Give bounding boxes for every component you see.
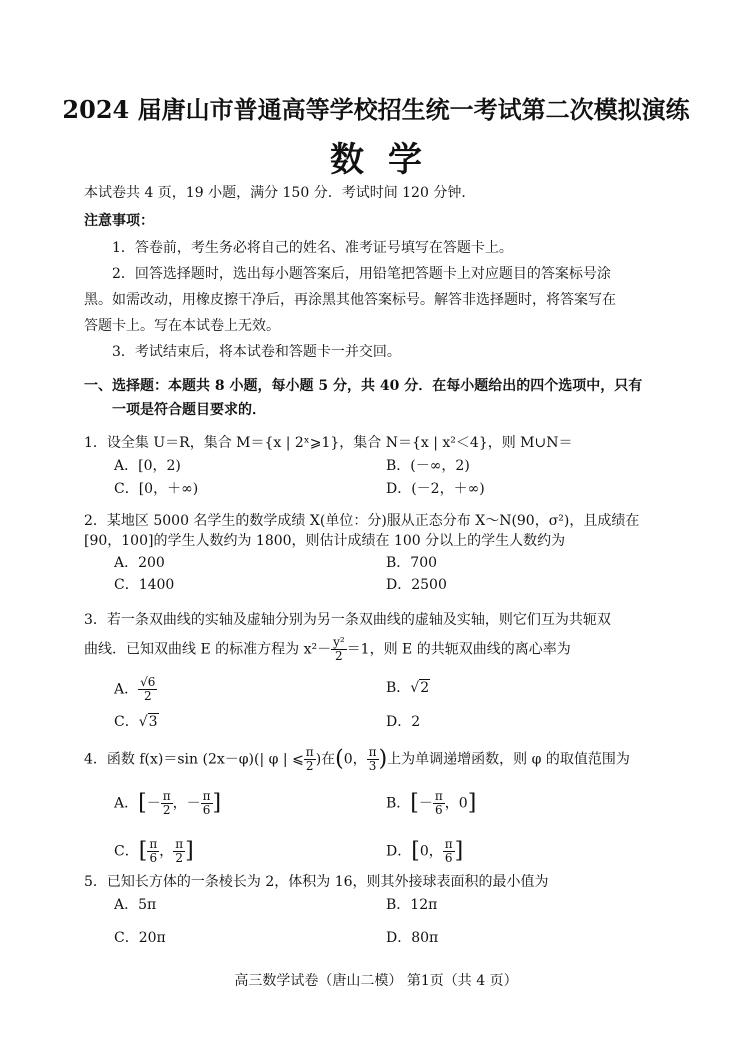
q4-stem-f2-num: π <box>368 745 377 759</box>
subject-title: 数学 <box>330 140 446 180</box>
q4-c-f2-den: 2 <box>175 851 183 865</box>
q4-stem-b: )在 <box>315 751 336 768</box>
q3-option-b-root: √2 <box>410 680 430 696</box>
q4-a-minus-2: － <box>186 795 201 812</box>
q4-b-f-num: π <box>434 789 443 803</box>
q3-option-a-num: √6 <box>140 675 156 689</box>
q4-b-tail: ，0 <box>444 795 468 812</box>
question-2-stem-cont: [90，100]的学生人数约为 1800，则估计成绩在 100 分以上的学生人数约为 <box>84 533 566 549</box>
q3-option-a-radicand: 6 <box>147 675 156 689</box>
q4-a-f2-den: 6 <box>202 803 211 817</box>
question-3-stem-cont <box>84 636 571 663</box>
section-1-heading: 一、选择题：本题共 8 小题，每小题 5 分，共 40 分．在每小题给出的四个选项中，只有 <box>84 378 643 394</box>
q4-stem-left-paren: ( <box>335 746 344 772</box>
q4-b-fraction <box>433 790 445 817</box>
q4-stem-f1-den: 2 <box>305 759 314 773</box>
q3-option-c-label: C． <box>114 714 139 730</box>
q3-option-b-label: B． <box>386 680 411 696</box>
notice-2-cont-1: 黑。如需改动，用橡皮擦干净后，再涂黑其他答案标号。解答非选择题时，将答案写在 <box>84 292 616 308</box>
q4-b-minus: － <box>418 795 433 812</box>
question-5-stem: 5．已知长方体的一条棱长为 2，体积为 16，则其外接球表面积的最小值为 <box>84 874 549 890</box>
q3-option-b <box>386 678 430 698</box>
exam-summary: 本试卷共 4 页，19 小题，满分 150 分．考试时间 120 分钟． <box>84 185 476 201</box>
q3-option-a-label: A． <box>114 681 139 698</box>
q4-a-comma: ， <box>172 795 187 812</box>
q4-stem-d: 上为单调递增函数，则 φ 的取值范围为 <box>387 751 630 768</box>
q4-c-fraction-1 <box>147 838 159 865</box>
q3-option-c-radicand: 3 <box>148 714 158 730</box>
q4-b-rbr: ] <box>467 790 477 816</box>
notice-1: 1．答卷前，考生务必将自己的姓名、准考证号填写在答题卡上。 <box>112 240 513 256</box>
q4-a-rbr: ] <box>212 790 222 816</box>
q4-option-a-label: A． <box>114 795 139 812</box>
q3-option-a-den: 2 <box>143 689 152 703</box>
q4-option-b-label: B． <box>386 795 411 812</box>
q4-c-comma: ， <box>159 843 174 860</box>
q2-option-b: B．700 <box>386 555 438 571</box>
q2-option-a: A．200 <box>114 555 165 571</box>
q4-stem-right-paren: ) <box>378 746 388 772</box>
q4-option-d <box>386 838 463 865</box>
notice-2-cont-2: 答题卡上。写在本试卷上无效。 <box>84 318 280 334</box>
q4-stem-f2-den: 3 <box>368 759 377 773</box>
q4-c-f1-den: 6 <box>149 851 158 865</box>
q4-a-minus-1: － <box>146 795 161 812</box>
q4-c-f2-num: π <box>175 837 184 851</box>
q4-c-rbr: ] <box>185 838 194 864</box>
q4-option-d-label: D． <box>386 843 412 860</box>
q3-option-d: D．2 <box>386 714 421 730</box>
q4-d-lbr: [ <box>411 838 420 864</box>
q4-b-f-den: 6 <box>435 803 443 817</box>
q3-stem-text-b: ＝1，则 E 的共轭双曲线的离心率为 <box>346 641 571 658</box>
q4-d-f-den: 6 <box>444 851 453 865</box>
q4-stem-c: 0， <box>343 751 367 768</box>
q4-a-lbr: [ <box>138 790 147 816</box>
q4-c-fraction-2 <box>173 838 185 865</box>
q4-option-c <box>114 838 194 865</box>
q4-c-lbr: [ <box>138 838 148 864</box>
q2-option-c: C．1400 <box>114 577 175 593</box>
q3-fraction-den: 2 <box>335 649 343 663</box>
q4-stem-f1-num: π <box>305 745 314 759</box>
exam-title: 2024 届唐山市普通高等学校招生统一考试第二次模拟演练 <box>62 95 690 124</box>
q3-option-a-fraction <box>138 676 157 703</box>
notice-2: 2．回答选择题时，选出每小题答案后，用铅笔把答题卡上对应题目的答案标号涂 <box>112 266 611 282</box>
q4-d-rbr: ] <box>454 838 464 864</box>
q3-stem-text-a: 曲线．已知双曲线 E 的标准方程为 x²－ <box>84 641 332 658</box>
q1-option-a: A．[0，2) <box>114 458 181 474</box>
notice-heading: 注意事项： <box>84 213 154 229</box>
q3-option-b-radicand: 2 <box>420 680 430 696</box>
question-2-stem: 2．某地区 5000 名学生的数学成绩 X(单位：分)服从正态分布 X～N(90，σ²)，且成绩在 <box>84 513 640 529</box>
q4-a-f1-den: 2 <box>162 803 171 817</box>
q4-b-lbr: [ <box>410 790 419 816</box>
q5-option-a: A．5π <box>114 897 157 913</box>
q3-fraction-num: y² <box>333 635 345 649</box>
section-1-heading-cont: 一项是符合题目要求的． <box>112 402 266 418</box>
q4-option-b <box>386 790 476 817</box>
q4-c-f1-num: π <box>149 837 158 851</box>
q4-d-f-num: π <box>444 837 453 851</box>
notice-3: 3．考试结束后，将本试卷和答题卡一并交回。 <box>112 344 401 360</box>
q2-option-d: D．2500 <box>386 577 447 593</box>
q5-option-c: C．20π <box>114 930 166 946</box>
q4-option-c-label: C． <box>114 843 139 860</box>
q3-option-a <box>114 676 157 703</box>
q1-option-b: B．(－∞，2) <box>386 458 470 474</box>
question-1-stem: 1．设全集 U＝R，集合 M＝{x | 2ˣ⩾1}，集合 N＝{x | x²＜4}，则 M∪N＝ <box>84 435 573 451</box>
q1-option-c: C．[0，＋∞) <box>114 481 199 497</box>
q4-option-a <box>114 790 221 817</box>
q4-a-f1-num: π <box>162 789 171 803</box>
question-4-stem <box>84 746 630 773</box>
q5-option-d: D．80π <box>386 930 439 946</box>
q3-option-c <box>114 712 159 732</box>
q3-fraction <box>331 636 347 663</box>
q4-a-fraction-2 <box>201 790 213 817</box>
q4-a-f2-num: π <box>202 789 211 803</box>
q1-option-d: D．(－2，＋∞) <box>386 481 485 497</box>
q3-option-c-root: √3 <box>138 714 158 730</box>
q4-d-fraction <box>443 838 455 865</box>
q4-stem-a: 4．函数 f(x)＝sin (2x－φ)(| φ | ⩽ <box>84 751 304 768</box>
question-3-stem: 3．若一条双曲线的实轴及虚轴分别为另一条双曲线的虚轴及实轴，则它们互为共轭双 <box>84 612 611 628</box>
q4-stem-fraction-2 <box>367 746 379 773</box>
q5-option-b: B．12π <box>386 897 438 913</box>
page-footer: 高三数学试卷（唐山二模） 第1页（共 4 页） <box>234 973 518 989</box>
q4-stem-fraction-1 <box>304 746 316 773</box>
q4-d-head: 0， <box>419 843 443 860</box>
q4-a-fraction-1 <box>161 790 173 817</box>
